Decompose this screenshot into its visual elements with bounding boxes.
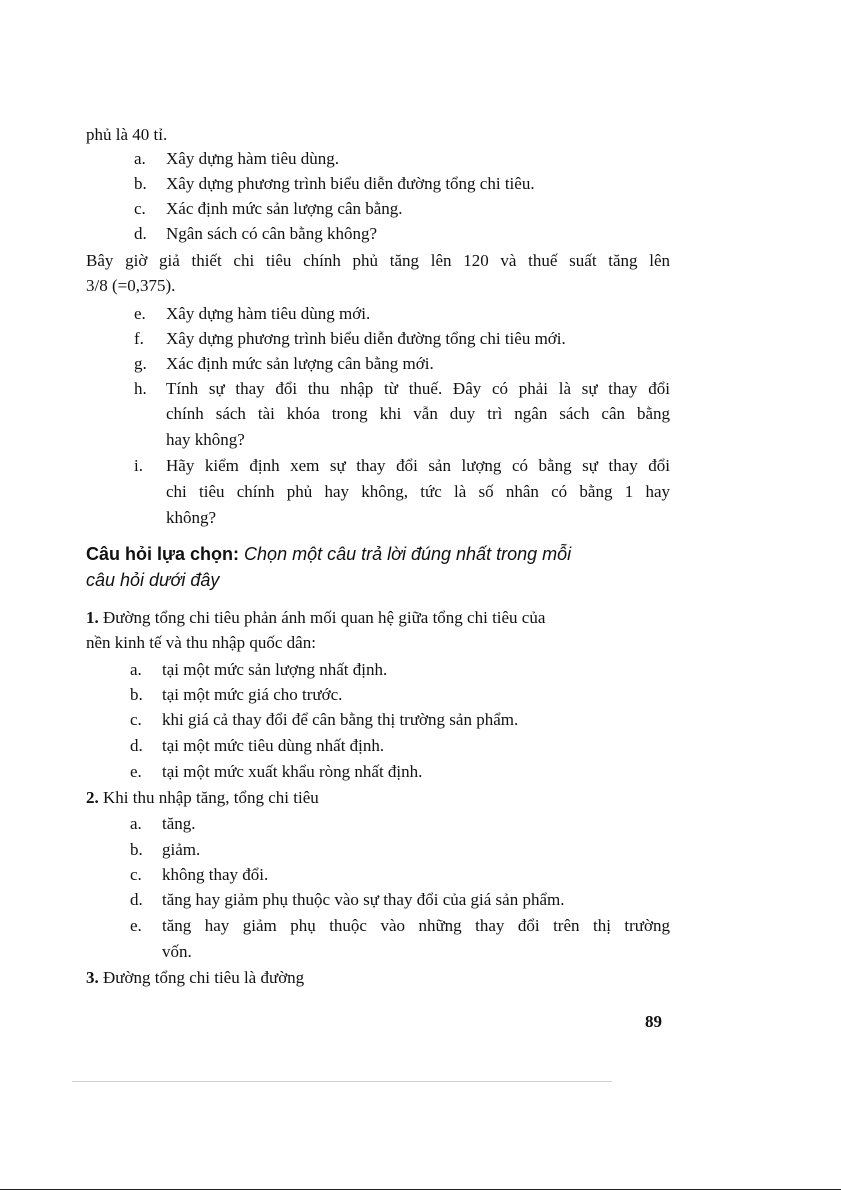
option-marker: e. <box>130 762 142 781</box>
option-text: tại một mức sản lượng nhất định. <box>162 660 388 679</box>
option-text: tăng hay giảm phụ thuộc vào những thay đổi trên thị trường <box>162 916 670 935</box>
list-text: Xây dựng phương trình biểu diễn đường tổng chi tiêu. <box>166 174 535 193</box>
option-text: tại một mức xuất khẩu ròng nhất định. <box>162 762 423 781</box>
list-marker: g. <box>134 354 147 373</box>
option-text: tại một mức giá cho trước. <box>162 685 343 704</box>
option-text: tại một mức tiêu dùng nhất định. <box>162 736 385 755</box>
question-text: Đường tổng chi tiêu là đường <box>98 968 305 987</box>
list-text: Xây dựng phương trình biểu diễn đường tổng chi tiêu mới. <box>166 329 566 348</box>
option-marker: e. <box>130 916 142 935</box>
section-heading-label: Câu hỏi lựa chọn: <box>86 544 240 564</box>
page-bottom-edge <box>0 1189 841 1190</box>
question-number: 2. <box>86 788 99 807</box>
list-text-continued: chi tiêu chính phủ hay không, tức là số nhân có bằng 1 hay <box>166 482 670 501</box>
option-marker: b. <box>130 840 143 859</box>
list-text-continued: chính sách tài khóa trong khi vẫn duy trì ngân sách cân bằng <box>166 404 670 423</box>
option-text-continued: vốn. <box>162 942 192 961</box>
option-marker: d. <box>130 890 143 909</box>
list-text: Tính sự thay đổi thu nhập từ thuế. Đây có phải là sự thay đổi <box>166 379 670 398</box>
page-number: 89 <box>645 1012 662 1031</box>
list-marker: b. <box>134 174 147 193</box>
list-text: Hãy kiểm định xem sự thay đổi sản lượng có bằng sự thay đổi <box>166 456 670 475</box>
paragraph-line: Bây giờ giả thiết chi tiêu chính phủ tăng lên 120 và thuế suất tăng lên <box>86 251 670 270</box>
section-heading-instruction: Chọn một câu trả lời đúng nhất trong mỗi <box>239 544 572 564</box>
section-heading-instruction-continued: câu hỏi dưới đây <box>86 570 220 590</box>
list-marker: a. <box>134 149 146 168</box>
option-marker: a. <box>130 660 142 679</box>
list-marker: d. <box>134 224 147 243</box>
question-number: 1. <box>86 608 99 627</box>
question-text: Đường tổng chi tiêu phản ánh mối quan hệ giữa tổng chi tiêu của <box>98 608 546 627</box>
list-text: Xây dựng hàm tiêu dùng. <box>166 149 340 168</box>
question-text: Khi thu nhập tăng, tổng chi tiêu <box>98 788 319 807</box>
list-marker: c. <box>134 199 146 218</box>
question-text-continued: nền kinh tế và thu nhập quốc dân: <box>86 633 316 652</box>
option-text: khi giá cả thay đổi để cân bằng thị trường sản phẩm. <box>162 710 519 729</box>
question-2 <box>86 787 319 809</box>
option-marker: c. <box>130 710 142 729</box>
question-3 <box>86 967 304 989</box>
list-text: Xác định mức sản lượng cân bằng. <box>166 199 403 218</box>
list-text-continued: hay không? <box>166 430 245 449</box>
option-text: không thay đổi. <box>162 865 269 884</box>
option-text: tăng. <box>162 814 196 833</box>
list-marker: f. <box>134 329 144 348</box>
footer-divider <box>72 1081 612 1082</box>
option-marker: b. <box>130 685 143 704</box>
section-heading <box>86 542 670 566</box>
list-text: Xác định mức sản lượng cân bằng mới. <box>166 354 434 373</box>
list-text: Ngân sách có cân bằng không? <box>166 224 378 243</box>
question-1 <box>86 607 670 629</box>
option-marker: c. <box>130 865 142 884</box>
option-text: giảm. <box>162 840 201 859</box>
list-marker: i. <box>134 456 143 475</box>
question-number: 3. <box>86 968 99 987</box>
option-marker: d. <box>130 736 143 755</box>
option-text: tăng hay giảm phụ thuộc vào sự thay đổi của giá sản phẩm. <box>162 890 565 909</box>
list-marker: e. <box>134 304 146 323</box>
paragraph-line: 3/8 (=0,375). <box>86 276 176 295</box>
option-marker: a. <box>130 814 142 833</box>
list-text: Xây dựng hàm tiêu dùng mới. <box>166 304 371 323</box>
text-line: phủ là 40 tỉ. <box>86 125 168 144</box>
list-marker: h. <box>134 379 147 398</box>
list-text-continued: không? <box>166 508 217 527</box>
